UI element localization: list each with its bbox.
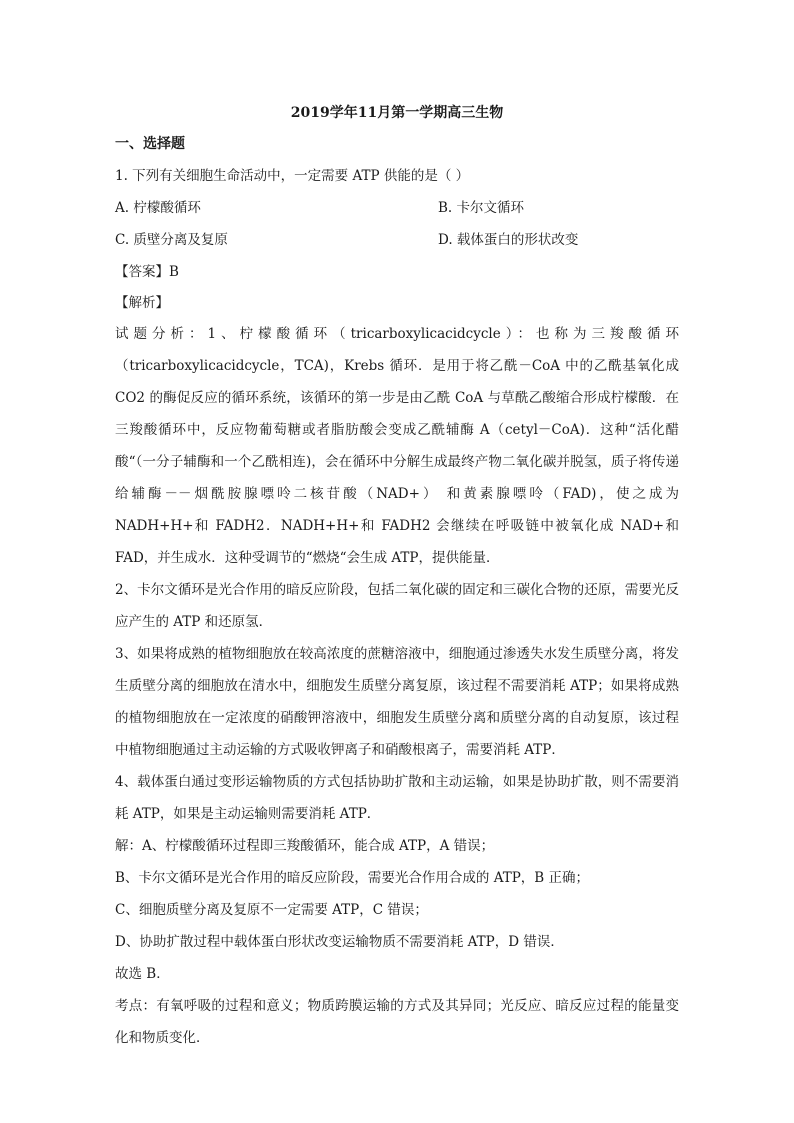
analysis-paragraph: 解：A、柠檬酸循环过程即三羧酸循环，能合成 ATP，A 错误； xyxy=(115,838,495,854)
option-d: D. 载体蛋白的形状改变 xyxy=(438,232,579,248)
analysis-paragraph: 考点：有氧呼吸的过程和意义；物质跨膜运输的方式及其异同；光反应、暗反应过程的能量变化和物质变化． xyxy=(115,998,679,1046)
analysis-body xyxy=(115,318,679,1054)
page-title: 2019学年11月第一学期高三生物 xyxy=(290,105,504,121)
analysis-paragraph: 4、载体蛋白通过变形运输物质的方式包括协助扩散和主动运输，如果是协助扩散，则不需要消耗 ATP，如果是主动运输则需要消耗 ATP． xyxy=(115,774,679,822)
option-c: C. 质壁分离及复原 xyxy=(115,232,228,248)
analysis-paragraph: 故选 B． xyxy=(115,966,170,982)
answer-label: 【答案】B xyxy=(115,264,179,280)
option-a: A. 柠檬酸循环 xyxy=(115,200,201,216)
analysis-paragraph: C、细胞质壁分离及复原不一定需要 ATP，C 错误； xyxy=(115,902,428,918)
analysis-paragraph: 2、卡尔文循环是光合作用的暗反应阶段，包括二氧化碳的固定和三碳化合物的还原，需要光反应产生的 ATP 和还原氢． xyxy=(115,582,679,630)
analysis-paragraph: 3、如果将成熟的植物细胞放在较高浓度的蔗糖溶液中，细胞通过渗透失水发生质壁分离，将发生质壁分离的细胞放在清水中，细胞发生质壁分离复原，该过程不需要消耗 ATP；如果将成熟的植物细胞放在一定浓度的硝酸钾溶液中，细胞发生质壁分离和质壁分离的自动复原，该过程中植物细胞通过主动运输的方式吸收钾离子和硝酸根离子，需要消耗 ATP． xyxy=(115,646,679,758)
analysis-paragraph: B、卡尔文循环是光合作用的暗反应阶段，需要光合作用合成的 ATP，B 正确； xyxy=(115,870,590,886)
analysis-paragraph: D、协助扩散过程中载体蛋白形状改变运输物质不需要消耗 ATP，D 错误． xyxy=(115,934,564,950)
question-stem: 1. 下列有关细胞生命活动中，一定需要 ATP 供能的是（ ） xyxy=(115,168,470,184)
section-heading: 一、选择题 xyxy=(115,136,185,152)
option-b: B. 卡尔文循环 xyxy=(438,200,525,216)
analysis-label: 【解析】 xyxy=(115,295,169,311)
analysis-paragraph: 试题分析：1、柠檬酸循环（tricarboxylicacidcycle）：也称为三羧酸循环（tricarboxylicacidcycle，TCA)，Krebs 循环．是用于将乙酰－CoA 中的乙酰基氧化成 CO2 的酶促反应的循环系统，该循环的第一步是由乙酰 CoA 与草酰乙酸缩合形成柠檬酸．在三羧酸循环中，反应物葡萄糖或者脂肪酸会变成乙酰辅酶 A（cetyl－CoA)．这种“活化醋酸“（一分子辅酶和一个乙酰相连)，会在循环中分解生成最终产物二氧化碳并脱氢，质子将传递给辅酶－－烟酰胺腺嘌呤二核苷酸（NAD+） 和黄素腺嘌呤（FAD)，使之成为 NADH+H+和 FADH2．NADH+H+和 FADH2 会继续在呼吸链中被氧化成 NAD+和 FAD，并生成水．这种受调节的“燃烧“会生成 ATP，提供能量． xyxy=(115,326,679,566)
